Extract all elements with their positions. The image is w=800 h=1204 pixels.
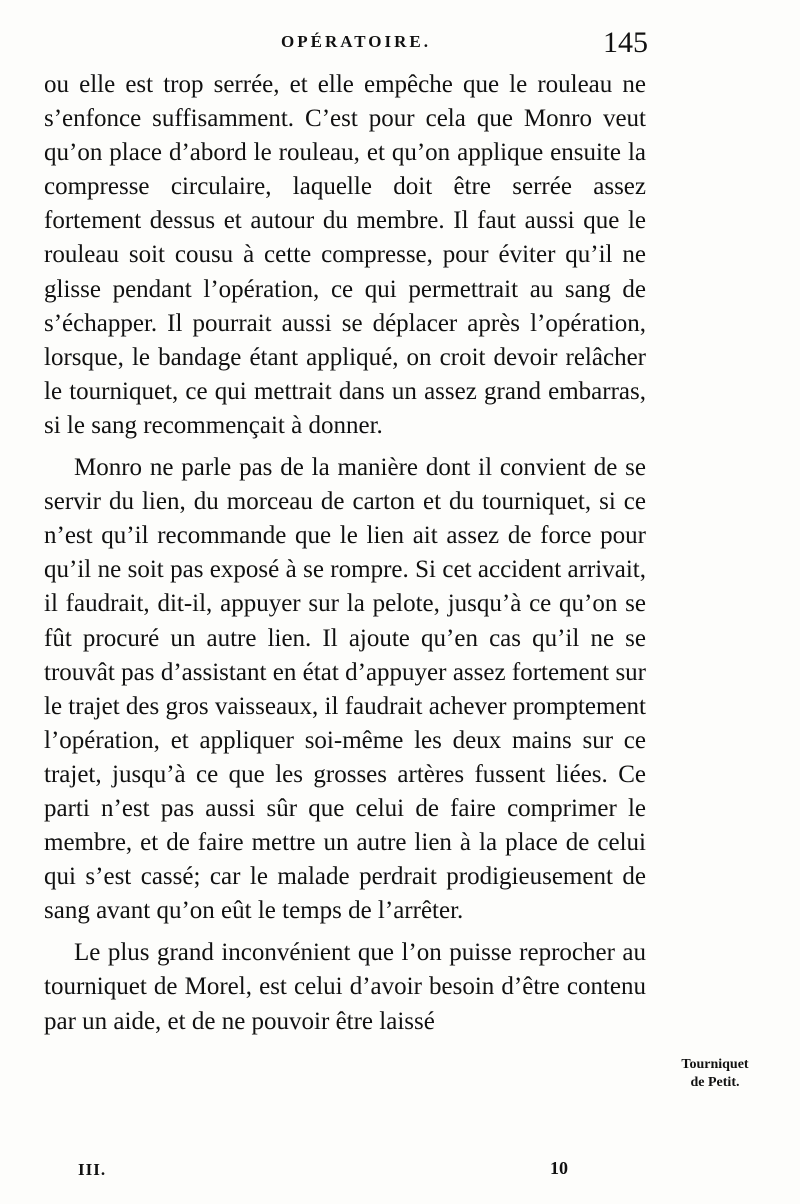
paragraph-3: Le plus grand inconvénient que l’on puisse reprocher au tourniquet de Morel, est celui d’avoir besoin d’être contenu par un aide, et de ne pouvoir être laissé [44,939,646,1035]
paragraph-2: Monro ne parle pas de la manière dont il convient de se servir du lien, du morceau de carton et du tourniquet, si ce n’est qu’il recommande que le lien ait assez de force pour qu’il ne soit pas exposé à se rompre. Si cet accident arrivait, il faudrait, dit-il, appuyer sur la pelote, jusqu’à ce qu’on se fût procuré un autre lien. Il ajoute qu’en cas qu’il ne se trouvât pas d’assistant en état d’appuyer assez fortement sur le trajet des gros vaisseaux, il faudrait achever promptement l’opération, et appliquer soi-même les deux mains sur ce trajet, jusqu’à ce que les grosses artères fussent liées. Ce parti n’est pas aussi sûr que celui de faire comprimer le membre, et de faire mettre un autre lien à la place de celui qui s’est cassé; car le malade perdrait prodigieusement de sang avant qu’on eût le temps de l’arrêter. [44,454,646,925]
running-title: OPÉRATOIRE. [281,32,431,51]
margin-note [660,1056,770,1092]
footer-sheet-number: 10 [550,1158,568,1178]
paragraph-1: ou elle est trop serrée, et elle empêche que le rouleau ne s’enfonce suffisamment. C’est pour cela que Monro veut qu’on place d’abord le rouleau, et qu’on applique ensuite la compresse circulaire, laquelle doit être serrée assez fortement dessus et autour du membre. Il faut aussi que le rouleau soit cousu à cette compresse, pour éviter qu’il ne glisse pendant l’opération, ce qui permettrait au sang de s’échapper. Il pourrait aussi se déplacer après l’opération, lorsque, le bandage étant appliqué, on croit devoir relâcher le tourniquet, ce qui mettrait dans un assez grand embarras, si le sang recommençait à donner. [44,71,646,439]
margin-note-line-2: de Petit. [690,1075,740,1090]
margin-note-line-1: Tourniquet [681,1057,749,1072]
body-text [44,68,646,1039]
running-head [60,26,652,66]
page-number: 145 [603,26,648,59]
footer-signature: III. [78,1160,107,1179]
